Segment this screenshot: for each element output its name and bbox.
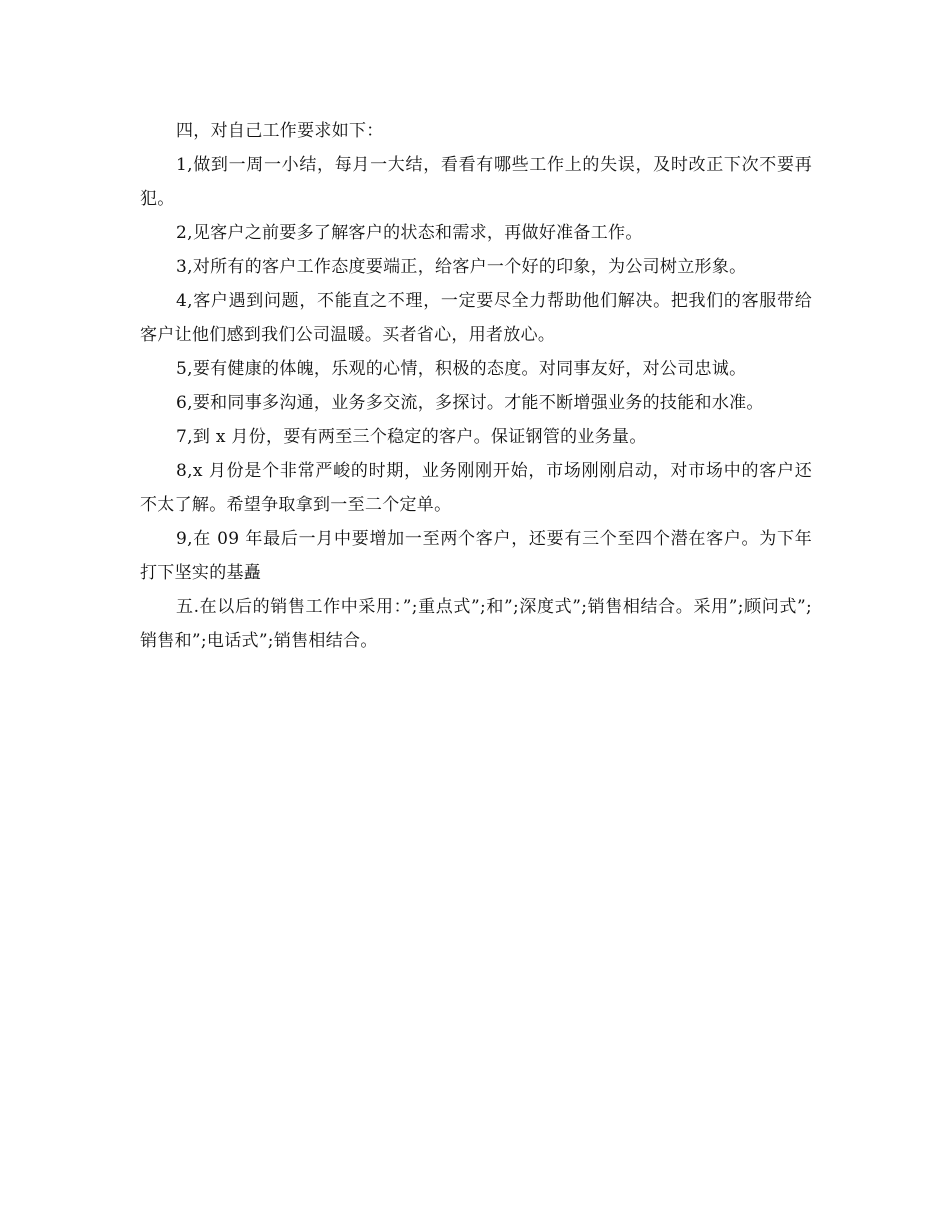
list-item-9: 9,在 09 年最后一月中要增加一至两个客户，还要有三个至四个潜在客户。为下年打下坚实的基矗 — [140, 529, 812, 583]
list-item-2: 2,见客户之前要多了解客户的状态和需求，再做好准备工作。 — [176, 223, 643, 243]
list-item-4: 4,客户遇到问题，不能直之不理，一定要尽全力帮助他们解决。把我们的客服带给客户让他们感到我们公司温暖。买者省心，用者放心。 — [140, 291, 812, 345]
list-item-7: 7,到 x 月份，要有两至三个稳定的客户。保证钢管的业务量。 — [176, 427, 647, 447]
list-item-1: 1,做到一周一小结，每月一大结，看看有哪些工作上的失误，及时改正下次不要再犯。 — [140, 155, 812, 209]
list-item-5: 5,要有健康的体魄，乐观的心情，积极的态度。对同事友好，对公司忠诚。 — [176, 359, 747, 379]
section-heading-four: 四，对自己工作要求如下： — [176, 121, 384, 141]
list-item-6: 6,要和同事多沟通，业务多交流，多探讨。才能不断增强业务的技能和水准。 — [176, 393, 764, 413]
document-body — [140, 114, 812, 658]
section-five-paragraph: 五.在以后的销售工作中采用：”;重点式”;和”;深度式”;销售相结合。采用”;顾问式”;销售和”;电话式”;销售相结合。 — [140, 597, 812, 651]
list-item-8: 8,x 月份是个非常严峻的时期，业务刚刚开始，市场刚刚启动，对市场中的客户还不太了解。希望争取拿到一至二个定单。 — [140, 461, 812, 515]
list-item-3: 3,对所有的客户工作态度要端正，给客户一个好的印象，为公司树立形象。 — [176, 257, 747, 277]
